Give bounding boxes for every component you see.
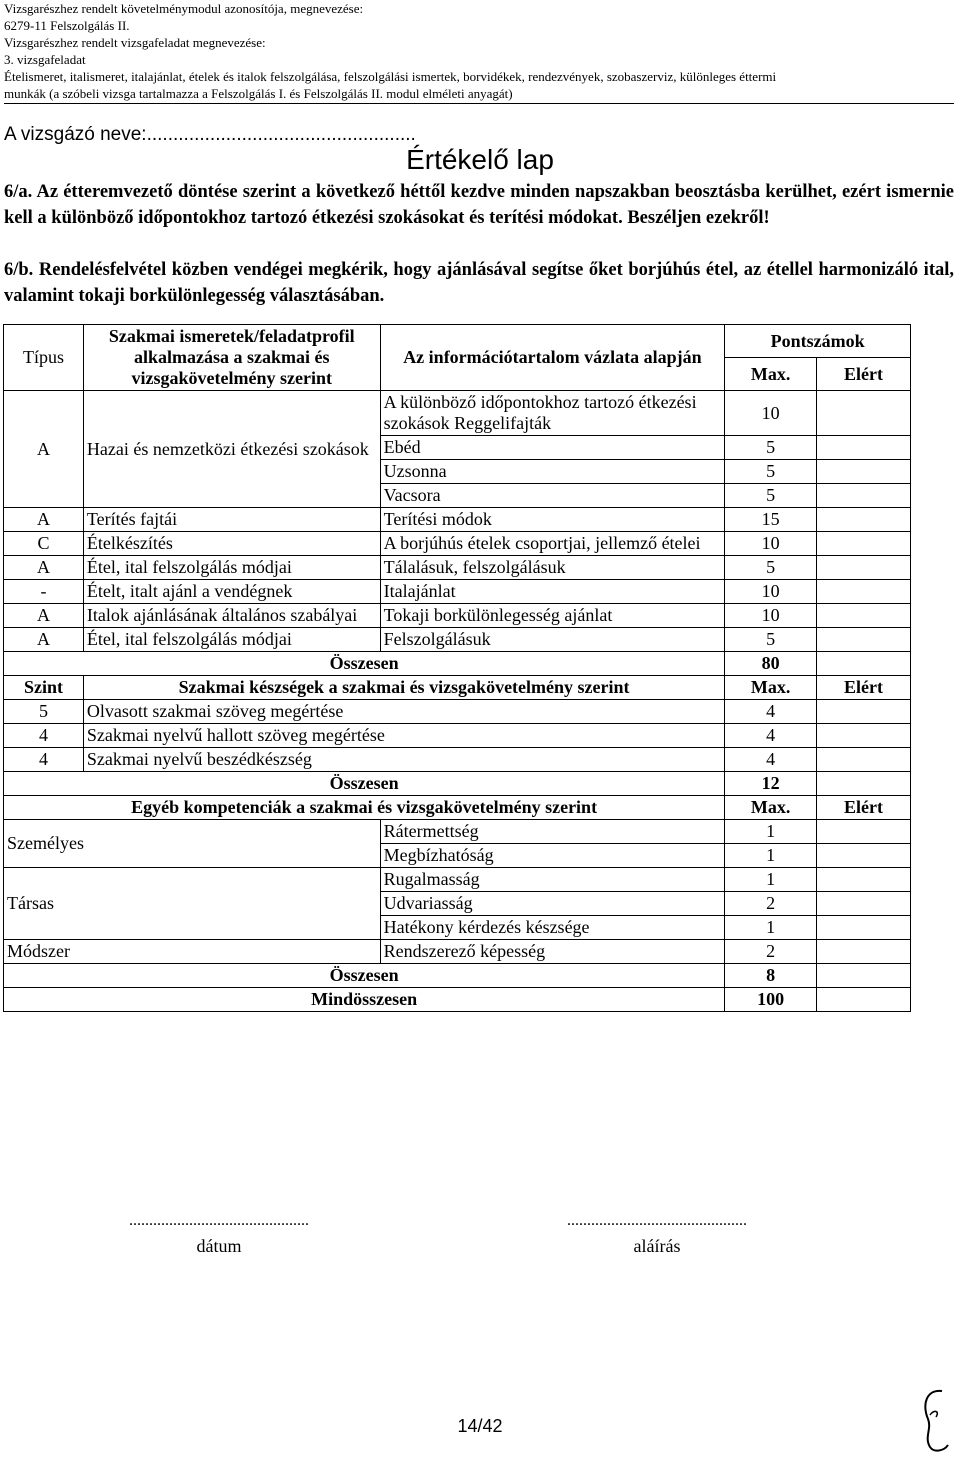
row-type: A [4, 628, 84, 652]
row-profile: Étel, ital felszolgálás módjai [83, 556, 380, 580]
row-info: A különböző időpontokhoz tartozó étkezési szokások Reggelifajták [380, 391, 725, 436]
header-max: Max. [725, 358, 817, 391]
skills-header-max: Max. [725, 676, 817, 700]
total-row [4, 772, 911, 796]
competence-name: Rugalmasság [380, 868, 725, 892]
row-profile: Italok ajánlásának általános szabályai [83, 604, 380, 628]
skill-achieved[interactable] [817, 748, 911, 772]
table-row [4, 868, 911, 892]
table-row [4, 604, 911, 628]
row-achieved[interactable] [817, 628, 911, 652]
total-row [4, 964, 911, 988]
row-max: 5 [725, 460, 817, 484]
row-type: - [4, 580, 84, 604]
total-achieved[interactable] [817, 652, 911, 676]
other-header-row [4, 796, 911, 820]
task-a [4, 179, 954, 231]
total-max: 8 [725, 964, 817, 988]
competence-max: 1 [725, 868, 817, 892]
total-label: Összesen [4, 772, 725, 796]
row-max: 5 [725, 628, 817, 652]
row-type: A [4, 508, 84, 532]
total-label: Összesen [4, 964, 725, 988]
competence-name: Megbízhatóság [380, 844, 725, 868]
skills-header-szint: Szint [4, 676, 84, 700]
skills-header-elert: Elért [817, 676, 911, 700]
table-row [4, 820, 911, 844]
total-max: 12 [725, 772, 817, 796]
competence-max: 1 [725, 916, 817, 940]
row-info: Vacsora [380, 484, 725, 508]
competence-name: Rátermettség [380, 820, 725, 844]
header-elert: Elért [817, 358, 911, 391]
total-max: 80 [725, 652, 817, 676]
other-header-elert: Elért [817, 796, 911, 820]
signature-line[interactable]: ............................................. [567, 1212, 747, 1229]
skill-achieved[interactable] [817, 724, 911, 748]
table-row [4, 748, 911, 772]
row-max: 10 [725, 391, 817, 436]
row-type: A [4, 391, 84, 508]
skill-level: 4 [4, 724, 84, 748]
total-row [4, 652, 911, 676]
row-achieved[interactable] [817, 460, 911, 484]
document-header [4, 0, 954, 104]
page-number: 14/42 [457, 1416, 503, 1436]
header-pontszamok: Pontszámok [725, 325, 911, 358]
row-achieved[interactable] [817, 604, 911, 628]
skill-name: Szakmai nyelvű beszédkészség [83, 748, 724, 772]
row-max: 5 [725, 484, 817, 508]
competence-achieved[interactable] [817, 868, 911, 892]
task-b [4, 257, 954, 309]
table-row [4, 580, 911, 604]
task-a-text: Az étteremvezető döntése szerint a következő héttől kezdve minden napszakban beosztásba kerülhet, ezért ismernie kell a különböző időpontokhoz tartozó étkezési szokásokat és terítési módokat. Beszéljen ezekről! [4, 182, 954, 228]
row-max: 10 [725, 604, 817, 628]
table-row [4, 940, 911, 964]
row-info: A borjúhús ételek csoportjai, jellemző ételei [380, 532, 725, 556]
task-b-label: 6/b. [4, 260, 34, 280]
header-line-4: 3. vizsgafeladat [4, 52, 86, 67]
total-achieved[interactable] [817, 772, 911, 796]
skill-max: 4 [725, 700, 817, 724]
header-info: Az információtartalom vázlata alapján [380, 325, 725, 391]
skill-name: Szakmai nyelvű hallott szöveg megértése [83, 724, 724, 748]
competence-achieved[interactable] [817, 820, 911, 844]
row-max: 15 [725, 508, 817, 532]
row-info: Felszolgálásuk [380, 628, 725, 652]
table-row [4, 556, 911, 580]
row-profile: Étel, ital felszolgálás módjai [83, 628, 380, 652]
skills-header-title: Szakmai készségek a szakmai és vizsgakövetelmény szerint [83, 676, 724, 700]
skill-achieved[interactable] [817, 700, 911, 724]
row-achieved[interactable] [817, 508, 911, 532]
table-row [4, 391, 911, 436]
row-profile: Terítés fajtái [83, 508, 380, 532]
row-info: Terítési módok [380, 508, 725, 532]
competence-max: 1 [725, 844, 817, 868]
competence-name: Rendszerező képesség [380, 940, 725, 964]
skill-level: 4 [4, 748, 84, 772]
grand-total-achieved[interactable] [817, 988, 911, 1012]
header-line-5: Ételismeret, italismeret, italajánlat, ételek és italok felszolgálása, felszolgálási ismertek, borvidékek, rendezvények, szobaszerviz, különleges éttermi [4, 69, 777, 84]
skills-header-row [4, 676, 911, 700]
row-type: A [4, 604, 84, 628]
competence-achieved[interactable] [817, 940, 911, 964]
skill-max: 4 [725, 724, 817, 748]
row-info: Ebéd [380, 436, 725, 460]
competence-name: Hatékony kérdezés készsége [380, 916, 725, 940]
group-tarsas: Társas [4, 868, 381, 940]
row-type: A [4, 556, 84, 580]
grand-total-label: Mindösszesen [4, 988, 725, 1012]
header-line-1: Vizsgarészhez rendelt követelménymodul azonosítója, megnevezése: [4, 1, 364, 16]
row-profile: Ételkészítés [83, 532, 380, 556]
total-label: Összesen [4, 652, 725, 676]
date-signature-block [88, 1212, 350, 1257]
total-achieved[interactable] [817, 964, 911, 988]
row-achieved[interactable] [817, 484, 911, 508]
other-header-title: Egyéb kompetenciák a szakmai és vizsgakövetelmény szerint [4, 796, 725, 820]
header-line-3: Vizsgarészhez rendelt vizsgafeladat megnevezése: [4, 35, 266, 50]
row-info: Tálalásuk, felszolgálásuk [380, 556, 725, 580]
grand-total-row [4, 988, 911, 1012]
task-b-text: Rendelésfelvétel közben vendégei megkérik, hogy ajánlásával segítse őket borjúhús étel, az étellel harmonizáló ital, valamint tokaji borkülönlegesség választásában. [4, 260, 955, 306]
row-max: 10 [725, 532, 817, 556]
skill-level: 5 [4, 700, 84, 724]
signature-label: aláírás [633, 1236, 681, 1256]
row-info: Italajánlat [380, 580, 725, 604]
row-achieved[interactable] [817, 436, 911, 460]
table-row [4, 532, 911, 556]
page-title: Értékelő lap [406, 144, 554, 175]
group-modszer: Módszer [4, 940, 381, 964]
row-achieved[interactable] [817, 580, 911, 604]
header-line-2: 6279-11 Felszolgálás II. [4, 18, 130, 33]
row-achieved[interactable] [817, 532, 911, 556]
table-row [4, 724, 911, 748]
competence-achieved[interactable] [817, 844, 911, 868]
competence-achieved[interactable] [817, 916, 911, 940]
row-max: 5 [725, 436, 817, 460]
competence-achieved[interactable] [817, 892, 911, 916]
competence-max: 1 [725, 820, 817, 844]
task-a-label: 6/a. [4, 182, 33, 202]
table-row [4, 508, 911, 532]
examinee-name-line: A vizsgázó neve:................................................... [4, 124, 416, 145]
date-line[interactable]: ............................................. [129, 1212, 309, 1229]
row-profile: Hazai és nemzetközi étkezési szokások [83, 391, 380, 508]
competence-max: 2 [725, 940, 817, 964]
grand-total-max: 100 [725, 988, 817, 1012]
group-szemelyes: Személyes [4, 820, 381, 868]
header-profil: Szakmai ismeretek/feladatprofil alkalmazása a szakmai és vizsgakövetelmény szerint [83, 325, 380, 391]
table-row [4, 628, 911, 652]
row-max: 10 [725, 580, 817, 604]
row-max: 5 [725, 556, 817, 580]
header-line-6: munkák (a szóbeli vizsga tartalmazza a Felszolgálás I. és Felszolgálás II. modul elméleti anyagát) [4, 85, 954, 104]
other-header-max: Max. [725, 796, 817, 820]
scoring-table [3, 324, 911, 1012]
initials-mark-icon [918, 1385, 952, 1457]
row-info: Tokaji borkülönlegesség ajánlat [380, 604, 725, 628]
skill-max: 4 [725, 748, 817, 772]
competence-name: Udvariasság [380, 892, 725, 916]
row-type: C [4, 532, 84, 556]
date-label: dátum [196, 1236, 242, 1256]
header-tipus: Típus [4, 325, 84, 391]
row-info: Uzsonna [380, 460, 725, 484]
table-row [4, 700, 911, 724]
row-achieved[interactable] [817, 556, 911, 580]
skill-name: Olvasott szakmai szöveg megértése [83, 700, 724, 724]
signature-block [526, 1212, 788, 1257]
row-achieved[interactable] [817, 391, 911, 436]
competence-max: 2 [725, 892, 817, 916]
row-profile: Ételt, italt ajánl a vendégnek [83, 580, 380, 604]
